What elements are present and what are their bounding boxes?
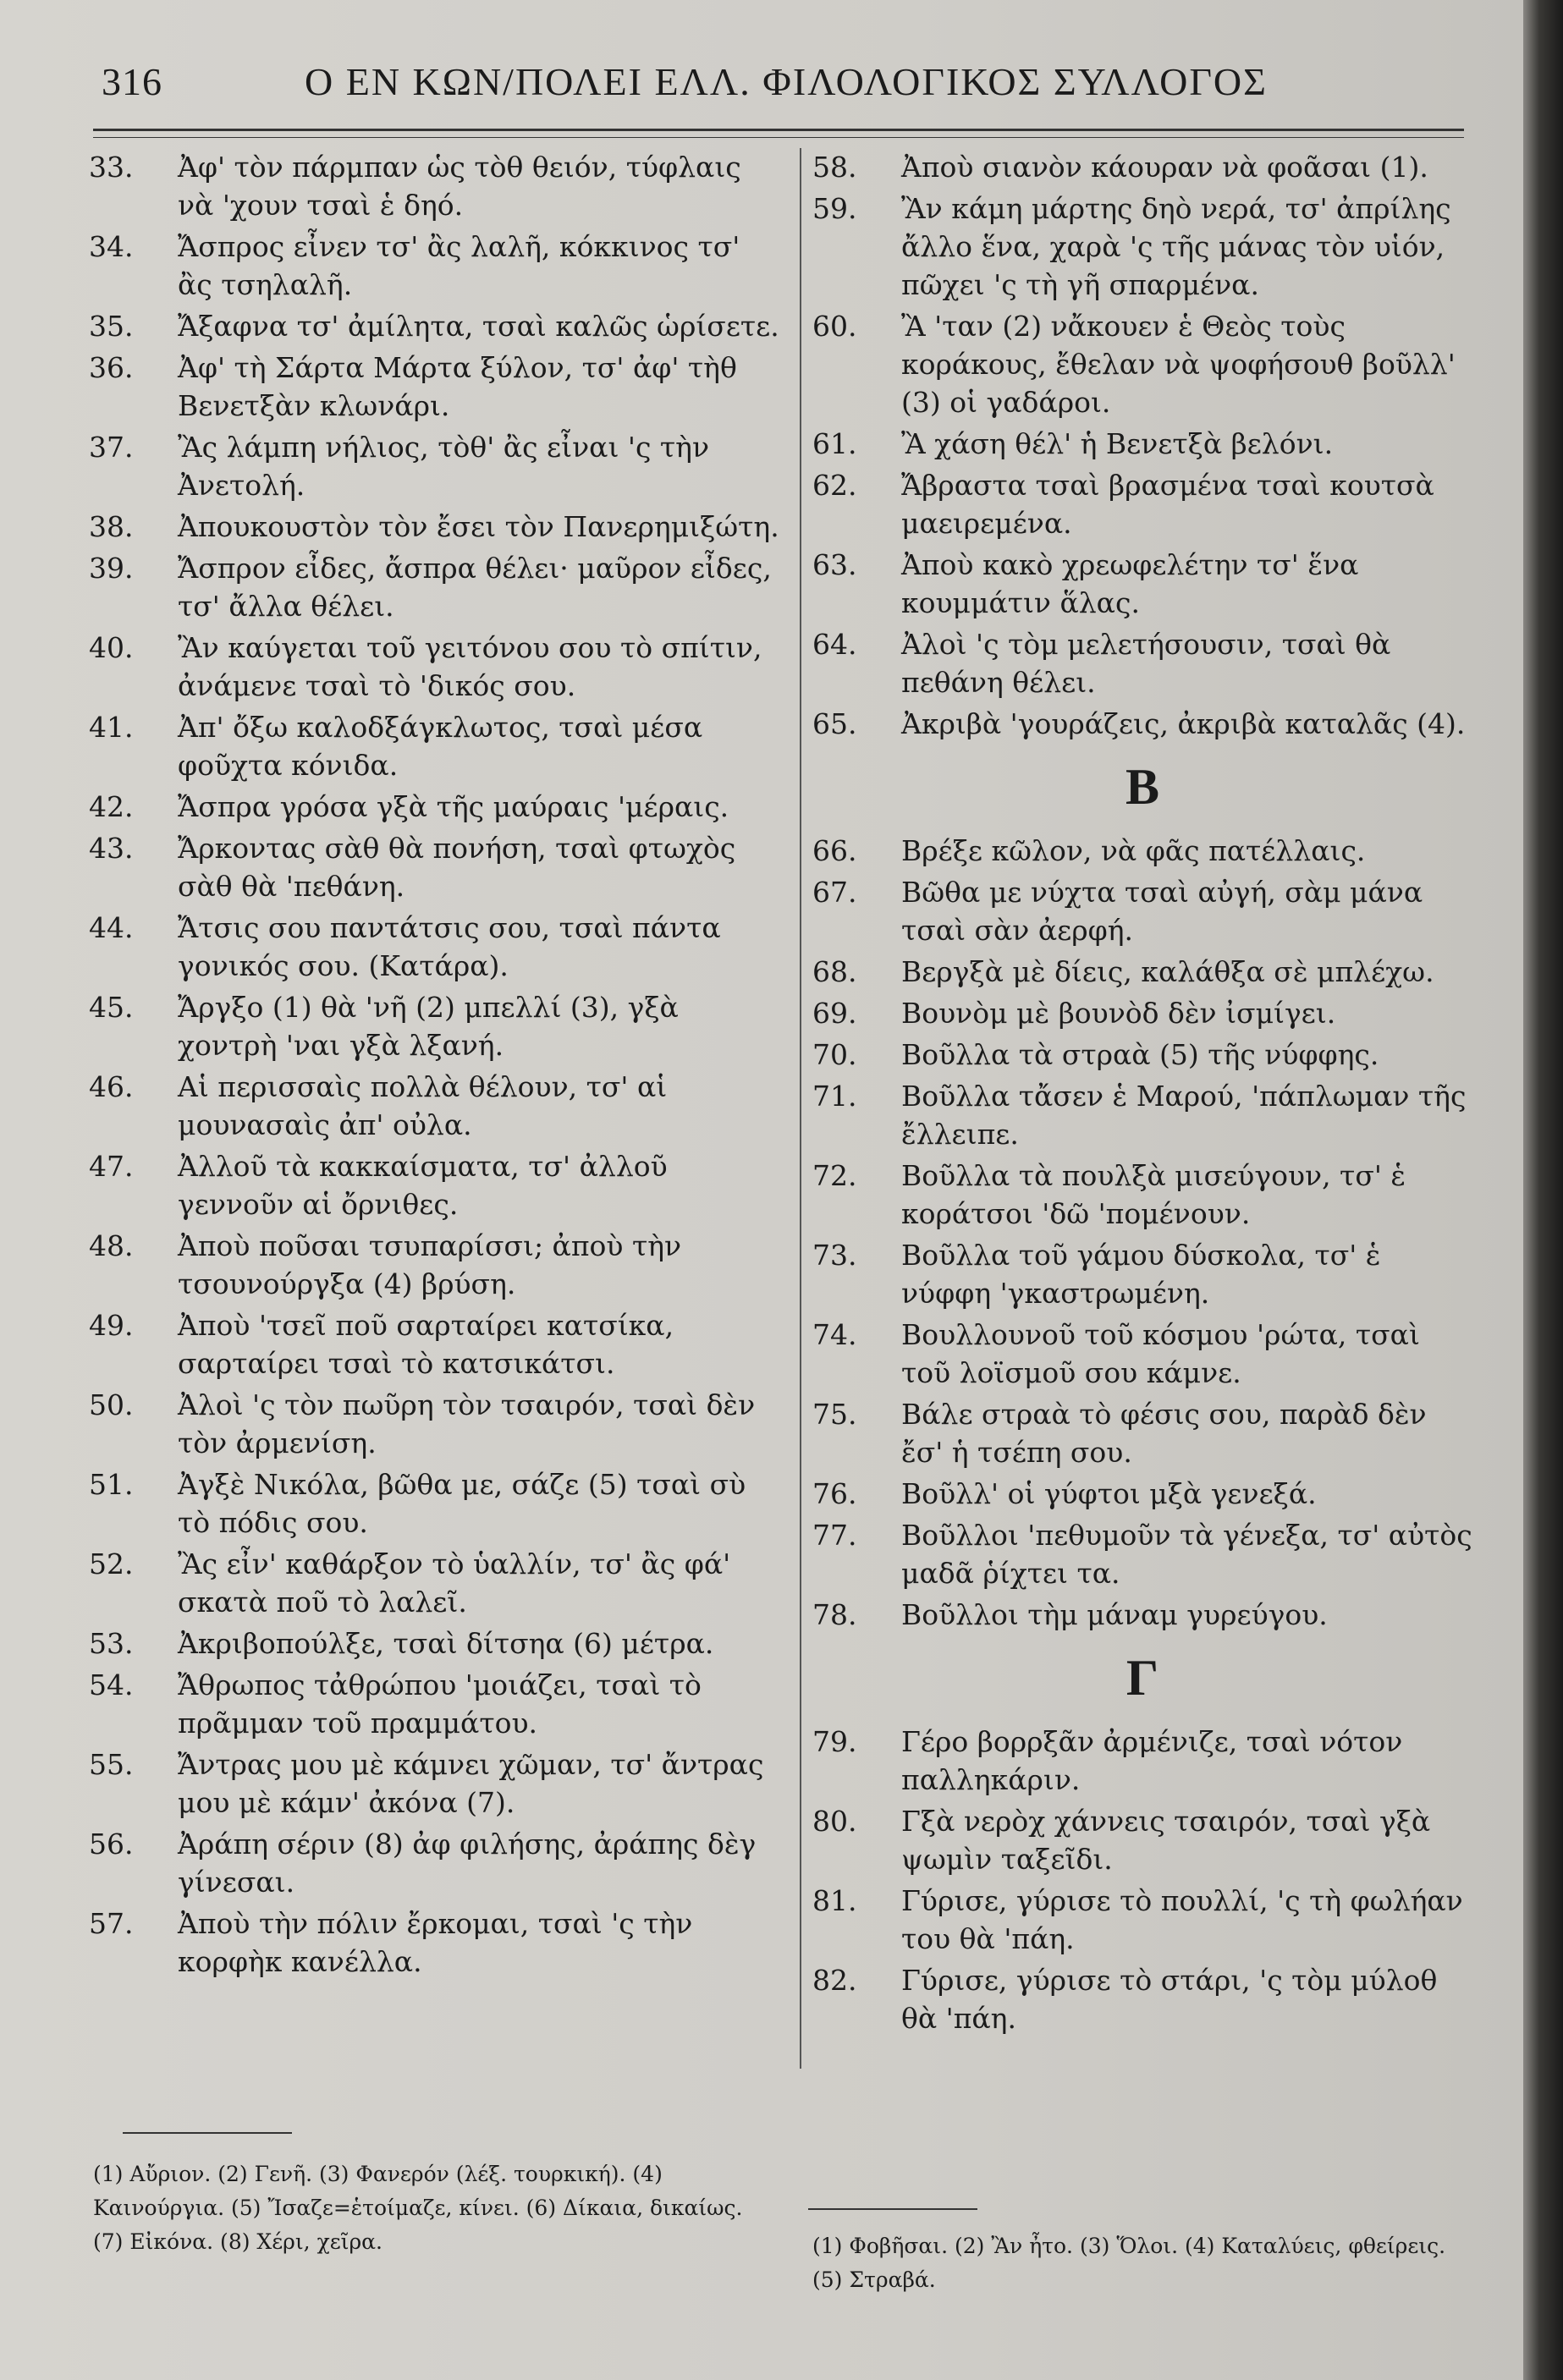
proverb-number: 48.	[89, 1229, 134, 1262]
proverb-text: Ἄξαφνα τσ' ἀμίλητα, τσαὶ καλῶς ὡρίσετε.	[178, 310, 779, 343]
proverb-text: Ἀκριβοπούλξε, τσαὶ δίτσηα (6) μέτρα.	[178, 1627, 714, 1660]
proverb-number: 68.	[812, 955, 857, 988]
right-column-section-b	[812, 832, 1472, 1634]
proverb-entry	[812, 1882, 1472, 1958]
proverb-entry	[812, 148, 1472, 186]
proverb-number: 42.	[89, 790, 134, 823]
proverb-entry	[812, 1596, 1472, 1634]
proverb-entry	[812, 1961, 1472, 2037]
header-rule-thin	[93, 137, 1464, 138]
proverb-entry	[89, 508, 783, 546]
proverb-text: Ἄρκοντας σὰθ θὰ πονήση, τσαὶ φτωχὸς σὰθ θὰ 'πεθάνη.	[178, 832, 736, 903]
proverb-entry	[812, 705, 1472, 743]
proverb-entry	[89, 307, 783, 345]
proverb-entry	[89, 909, 783, 985]
proverb-number: 80.	[812, 1805, 857, 1838]
proverb-text: Ἀποὺ σιανὸν κάουραν νὰ φοᾶσαι (1).	[901, 151, 1428, 184]
proverb-text: Ἂν καύγεται τοῦ γειτόνου σου τὸ σπίτιν, ἀνάμενε τσαὶ τὸ 'δικός σου.	[178, 631, 762, 702]
proverb-entry	[812, 1723, 1472, 1799]
proverb-entry	[89, 428, 783, 504]
proverb-number: 46.	[89, 1070, 134, 1103]
right-column-section-a	[812, 148, 1472, 743]
proverb-entry	[812, 307, 1472, 421]
proverb-text: Βοῦλλα τἄσεν ἑ Μαρού, 'πάπλωμαν τῆς ἔλλειπε.	[901, 1080, 1467, 1151]
proverb-entry	[89, 1545, 783, 1621]
proverb-number: 43.	[89, 832, 134, 865]
proverb-number: 82.	[812, 1964, 857, 1997]
proverb-entry	[89, 1825, 783, 1901]
proverb-text: Ἂς εἶν' καθάρξον τὸ ὑαλλίν, τσ' ἂς φά' σκατὰ ποῦ τὸ λαλεῖ.	[178, 1547, 731, 1619]
proverb-text: Αἱ περισσαὶς πολλὰ θέλουν, τσ' αἱ μουνασαὶς ἀπ' οὐλα.	[178, 1070, 668, 1141]
proverb-entry	[812, 625, 1472, 701]
header-rule	[93, 129, 1464, 131]
proverb-text: Ἄθρωπος τἀθρώπου 'μοιάζει, τσαὶ τὸ πρᾶμμαν τοῦ πραμμάτου.	[178, 1668, 702, 1740]
footnotes-right: (1) Φοβῆσαι. (2) Ἂν ἦτο. (3) Ὅλοι. (4) Καταλύεις, φθείρεις. (5) Στραβά.	[812, 2234, 1446, 2292]
proverb-number: 72.	[812, 1159, 857, 1192]
proverb-number: 36.	[89, 351, 134, 384]
proverb-number: 55.	[89, 1748, 134, 1781]
proverb-text: Ἄτσις σου παντάτσις σου, τσαὶ πάντα γονικός σου. (Κατάρα).	[178, 911, 721, 982]
proverb-entry	[812, 832, 1472, 870]
section-letter-b: Β	[1125, 759, 1160, 815]
footnote-rule-right	[808, 2208, 977, 2210]
proverb-number: 50.	[89, 1388, 134, 1421]
proverb-entry	[812, 1395, 1472, 1471]
right-column-section-g	[812, 1723, 1472, 2037]
proverb-text: Βουλλουνοῦ τοῦ κόσμου 'ρώτα, τσαὶ τοῦ λοϊσμοῦ σου κάμνε.	[901, 1318, 1420, 1389]
proverb-entry	[89, 1745, 783, 1822]
proverb-text: Ἀποὺ κακὸ χρεωφελέτην τσ' ἕνα κουμμάτιν ἅλας.	[901, 548, 1359, 619]
proverb-entry	[812, 425, 1472, 463]
right-column	[800, 148, 1472, 2041]
proverb-entry	[89, 1227, 783, 1303]
proverb-number: 74.	[812, 1318, 857, 1351]
proverb-number: 59.	[812, 192, 857, 225]
proverb-number: 76.	[812, 1477, 857, 1510]
proverb-text: Βοῦλλα τοῦ γάμου δύσκολα, τσ' ἑ νύφφη 'γκαστρωμένη.	[901, 1239, 1381, 1310]
proverb-entry	[89, 1306, 783, 1382]
proverb-text: Ἄργξο (1) θὰ 'νῆ (2) μπελλί (3), γξὰ χοντρὴ 'ναι γξὰ λξανή.	[178, 991, 679, 1062]
proverb-text: Βοῦλλα τὰ πουλξὰ μισεύγουν, τσ' ἑ κοράτσοι 'δῶ 'πομένουν.	[901, 1159, 1406, 1230]
proverb-entry	[89, 549, 783, 625]
proverb-entry	[812, 1236, 1472, 1312]
proverb-text: Ἄσπρα γρόσα γξὰ τῆς μαύραις 'μέραις.	[178, 790, 729, 823]
page-number: 316	[102, 60, 162, 103]
proverb-entry	[89, 1465, 783, 1542]
proverb-entry	[812, 546, 1472, 622]
proverb-entry	[812, 190, 1472, 304]
proverb-entry	[89, 148, 783, 224]
proverb-number: 64.	[812, 628, 857, 661]
proverb-text: Βουνὸμ μὲ βουνὸδ δὲν ἰσμίγει.	[901, 997, 1336, 1030]
proverb-text: Ἀφ' τὴ Σάρτα Μάρτα ξύλον, τσ' ἀφ' τὴθ Βενετξὰν κλωνάρι.	[178, 351, 737, 422]
proverb-number: 69.	[812, 997, 857, 1030]
proverb-number: 41.	[89, 711, 134, 744]
proverb-text: Γύρισε, γύρισε τὸ πουλλί, 'ς τὴ φωλήαν του θὰ 'πάη.	[901, 1884, 1463, 1955]
proverb-entry	[812, 1316, 1472, 1392]
proverb-entry	[89, 1147, 783, 1223]
page-header	[102, 59, 1472, 118]
proverb-number: 63.	[812, 548, 857, 581]
proverb-text: Ἀπ' ὄξω καλοδξάγκλωτος, τσαὶ μέσα φοῦχτα κόνιδα.	[178, 711, 703, 782]
proverb-number: 40.	[89, 631, 134, 664]
running-title: Ο ΕΝ ΚΩΝ/ΠΟΛΕΙ ΕΛΛ. ΦΙΛΟΛΟΓΙΚΟΣ ΣΥΛΛΟΓΟΣ	[305, 60, 1268, 103]
proverb-text: Ἀποὺ ποῦσαι τσυπαρίσσι; ἀποὺ τὴν τσουνούργξα (4) βρύση.	[178, 1229, 682, 1300]
proverb-text: Ἂν κάμη μάρτης δηὸ νερά, τσ' ἀπρίλης ἄλλο ἕνα, χαρὰ 'ς τῆς μάνας τὸν υἱόν, πῶχει 'ς τὴ γῆ σπαρμένα.	[901, 192, 1451, 301]
proverb-entry	[812, 953, 1472, 991]
proverb-entry	[812, 1802, 1472, 1878]
page-edge-shadow	[1523, 0, 1563, 2380]
proverb-text: Ἀποὺ τὴν πόλιν ἔρκομαι, τσαὶ 'ς τὴν κορφὴκ κανέλλα.	[178, 1907, 693, 1978]
proverb-text: Βεργξὰ μὲ δίεις, καλάθξα σὲ μπλέχω.	[901, 955, 1434, 988]
footnote-rule-left	[123, 2132, 292, 2134]
proverb-number: 44.	[89, 911, 134, 944]
proverb-text: Ἀκριβὰ 'γουράζεις, ἀκριβὰ καταλᾶς (4).	[901, 707, 1466, 740]
proverb-text: Ἄσπρον εἶδες, ἄσπρα θέλει· μαῦρον εἶδες, τσ' ἄλλα θέλει.	[178, 552, 772, 623]
proverb-number: 53.	[89, 1627, 134, 1660]
proverb-number: 51.	[89, 1468, 134, 1501]
proverb-number: 79.	[812, 1725, 857, 1758]
proverb-number: 33.	[89, 151, 134, 184]
proverb-entry	[89, 1905, 783, 1981]
proverb-number: 70.	[812, 1038, 857, 1071]
proverb-number: 66.	[812, 834, 857, 867]
proverb-text: Βάλε στραὰ τὸ φέσις σου, παρὰδ δὲν ἔσ' ἡ τσέπη σου.	[901, 1398, 1427, 1469]
proverb-number: 77.	[812, 1519, 857, 1552]
proverb-text: Ἀλοὶ 'ς τὸν πωῦρη τὸν τσαιρόν, τσαὶ δὲν τὸν ἀρμενίση.	[178, 1388, 756, 1459]
proverb-text: Βοῦλλοι τὴμ μάναμ γυρεύγου.	[901, 1598, 1328, 1631]
proverb-text: Ἀλοὶ 'ς τὸμ μελετήσουσιν, τσαὶ θὰ πεθάνη θέλει.	[901, 628, 1391, 699]
proverb-entry	[812, 1157, 1472, 1233]
proverb-text: Ἀράπη σέριν (8) ἀφ φιλήσης, ἀράπης δὲγ γίνεσαι.	[178, 1828, 757, 1899]
proverb-number: 45.	[89, 991, 134, 1024]
proverb-text: Ἀποὺ 'τσεῖ ποῦ σαρταίρει κατσίκα, σαρταίρει τσαὶ τὸ κατσικάτσι.	[178, 1309, 674, 1380]
proverb-number: 52.	[89, 1547, 134, 1580]
footnotes-left: (1) Αὔριον. (2) Γενῆ. (3) Φανερόν (λέξ. τουρκική). (4) Καινούργια. (5) Ἴσαζε=ἑτοίμαζε, κίνει. (6) Δίκαια, δικαίως. (7) Εἰκόνα. (8) Χέρι, χεῖρα.	[93, 2162, 743, 2254]
proverb-number: 78.	[812, 1598, 857, 1631]
proverb-number: 34.	[89, 230, 134, 263]
proverb-number: 39.	[89, 552, 134, 585]
proverb-entry	[89, 988, 783, 1064]
proverb-entry	[89, 1068, 783, 1144]
proverb-text: Βοῦλλ' οἱ γύφτοι μξὰ γενεξά.	[901, 1477, 1317, 1510]
proverb-entry	[89, 829, 783, 905]
proverb-number: 38.	[89, 510, 134, 543]
proverb-entry	[812, 994, 1472, 1032]
proverb-entry	[89, 788, 783, 826]
proverb-number: 65.	[812, 707, 857, 740]
proverb-number: 49.	[89, 1309, 134, 1342]
proverb-number: 57.	[89, 1907, 134, 1940]
proverb-text: Ἀπουκουστὸν τὸν ἔσει τὸν Πανερημιξώτη.	[178, 510, 779, 543]
proverb-text: Ἀφ' τὸν πάρμπαν ὡς τὸθ θειόν, τύφλαις νὰ 'χουν τσαὶ ἑ δηό.	[178, 151, 741, 222]
proverb-text: Ἂ 'ταν (2) νἄκουεν ἑ Θεὸς τοὺς κοράκους, ἔθελαν νὰ ψοφήσουθ βοῦλλ' (3) οἱ γαδάροι.	[901, 310, 1456, 419]
proverb-number: 35.	[89, 310, 134, 343]
proverb-entry	[812, 1516, 1472, 1592]
proverb-number: 37.	[89, 431, 134, 464]
proverb-number: 67.	[812, 876, 857, 909]
proverb-entry	[812, 1077, 1472, 1153]
proverb-text: Γξὰ νερὸχ χάννεις τσαιρόν, τσαὶ γξὰ ψωμὶν ταξεῖδι.	[901, 1805, 1431, 1876]
proverb-text: Γέρο βορρξᾶν ἀρμένιζε, τσαὶ νότον παλληκάριν.	[901, 1725, 1403, 1796]
proverb-number: 61.	[812, 427, 857, 460]
proverb-entry	[812, 466, 1472, 542]
proverb-entry	[89, 629, 783, 705]
proverb-number: 81.	[812, 1884, 857, 1917]
proverb-number: 60.	[812, 310, 857, 343]
proverb-number: 56.	[89, 1828, 134, 1861]
proverb-number: 75.	[812, 1398, 857, 1431]
proverb-text: Βοῦλλοι 'πεθυμοῦν τὰ γένεξα, τσ' αὐτὸς μαδᾶ ῥίχτει τα.	[901, 1519, 1472, 1590]
proverb-number: 58.	[812, 151, 857, 184]
proverb-entry	[812, 1475, 1472, 1513]
proverb-entry	[89, 1386, 783, 1462]
left-column	[89, 148, 783, 1984]
proverb-entry	[89, 708, 783, 784]
proverb-text: Ἀγξὲ Νικόλα, βῶθα με, σάζε (5) τσαὶ σὺ τὸ πόδις σου.	[178, 1468, 746, 1539]
proverb-text: Ἀλλοῦ τὰ κακκαίσματα, τσ' ἀλλοῦ γεννοῦν αἱ ὄρνιθες.	[178, 1150, 668, 1221]
proverb-text: Ἂ χάση θέλ' ἡ Βενετξὰ βελόνι.	[901, 427, 1334, 460]
proverb-entry	[89, 228, 783, 304]
proverb-text: Ἄβραστα τσαὶ βρασμένα τσαὶ κουτσὰ μαειρεμένα.	[901, 469, 1434, 540]
proverb-number: 47.	[89, 1150, 134, 1183]
proverb-entry	[812, 873, 1472, 949]
proverb-entry	[89, 1624, 783, 1663]
proverb-text: Γύρισε, γύρισε τὸ στάρι, 'ς τὸμ μύλοθ θὰ 'πάη.	[901, 1964, 1438, 2035]
proverb-text: Ἄσπρος εἶνεν τσ' ἂς λαλῆ, κόκκινος τσ' ἂς τσηλαλῆ.	[178, 230, 740, 301]
proverb-entry	[89, 1666, 783, 1742]
proverb-entry	[812, 1036, 1472, 1074]
proverb-number: 73.	[812, 1239, 857, 1272]
proverb-number: 71.	[812, 1080, 857, 1113]
proverb-text: Βῶθα με νύχτα τσαὶ αὐγή, σὰμ μάνα τσαὶ σὰν ἀερφή.	[901, 876, 1423, 947]
proverb-number: 62.	[812, 469, 857, 502]
proverb-text: Βοῦλλα τὰ στραὰ (5) τῆς νύφφης.	[901, 1038, 1379, 1071]
proverb-text: Ἂς λάμπη νήλιος, τὸθ' ἂς εἶναι 'ς τὴν Ἀνετολή.	[178, 431, 709, 502]
proverb-text: Βρέξε κῶλον, νὰ φᾶς πατέλλαις.	[901, 834, 1366, 867]
section-letter-g: Γ	[1125, 1650, 1159, 1706]
proverb-number: 54.	[89, 1668, 134, 1701]
proverb-entry	[89, 349, 783, 425]
proverb-text: Ἄντρας μου μὲ κάμνει χῶμαν, τσ' ἄντρας μου μὲ κάμν' ἀκόνα (7).	[178, 1748, 764, 1819]
